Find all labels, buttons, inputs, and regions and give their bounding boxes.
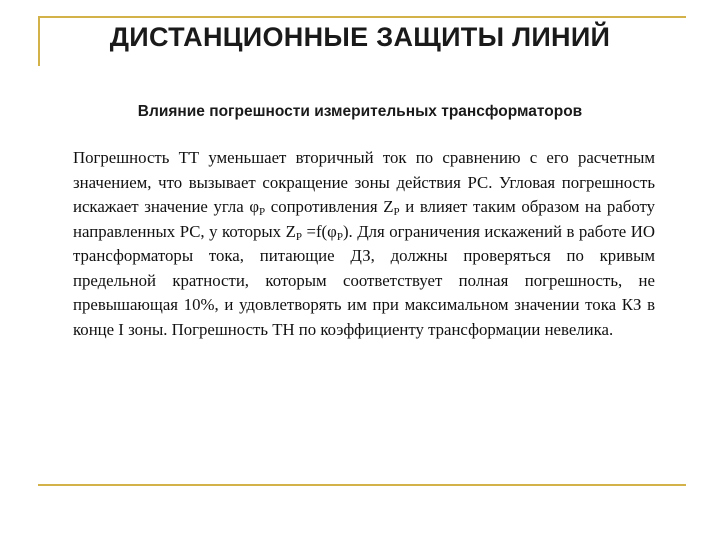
slide-title: ДИСТАНЦИОННЫЕ ЗАЩИТЫ ЛИНИЙ xyxy=(109,22,611,52)
body-text-part: ). Для ограничения искажений в работе ИО трансформаторы тока, питающие ДЗ, должны проверяться по кривым предельной кратности, которым соответствует полная погрешность, не превышающая 10%, и удовлетворять им при максимальном значении тока КЗ в конце I зоны. Погрешность ТН по коэффициенту трансформации невелика. xyxy=(73,221,655,339)
z-symbol: Z xyxy=(383,197,394,216)
subscript-p: Р xyxy=(259,206,266,218)
phi-symbol: φ xyxy=(249,197,260,216)
subscript-p: Р xyxy=(336,230,343,243)
top-divider xyxy=(38,16,686,18)
subscript-p: Р xyxy=(295,230,302,243)
subscript-p: Р xyxy=(393,206,400,218)
phi-symbol: φ xyxy=(327,221,337,241)
slide-subtitle: Влияние погрешности измерительных трансформаторов xyxy=(137,103,583,120)
bottom-divider xyxy=(38,484,686,486)
body-text-part: Погрешность ТТ уменьшает вторичный ток по сравнению с его расчетным значением, что вызывает сокращение зоны действия РС. Угловая погрешность искажает значение угла xyxy=(73,148,655,216)
body-text-part: сопротивления xyxy=(265,197,384,216)
z-symbol: Z xyxy=(285,221,296,241)
body-text-part: =f( xyxy=(301,221,328,241)
body-paragraph xyxy=(73,146,655,342)
body-text-part: и влияет таким образом на работу направленных РС, у которых xyxy=(73,197,655,241)
